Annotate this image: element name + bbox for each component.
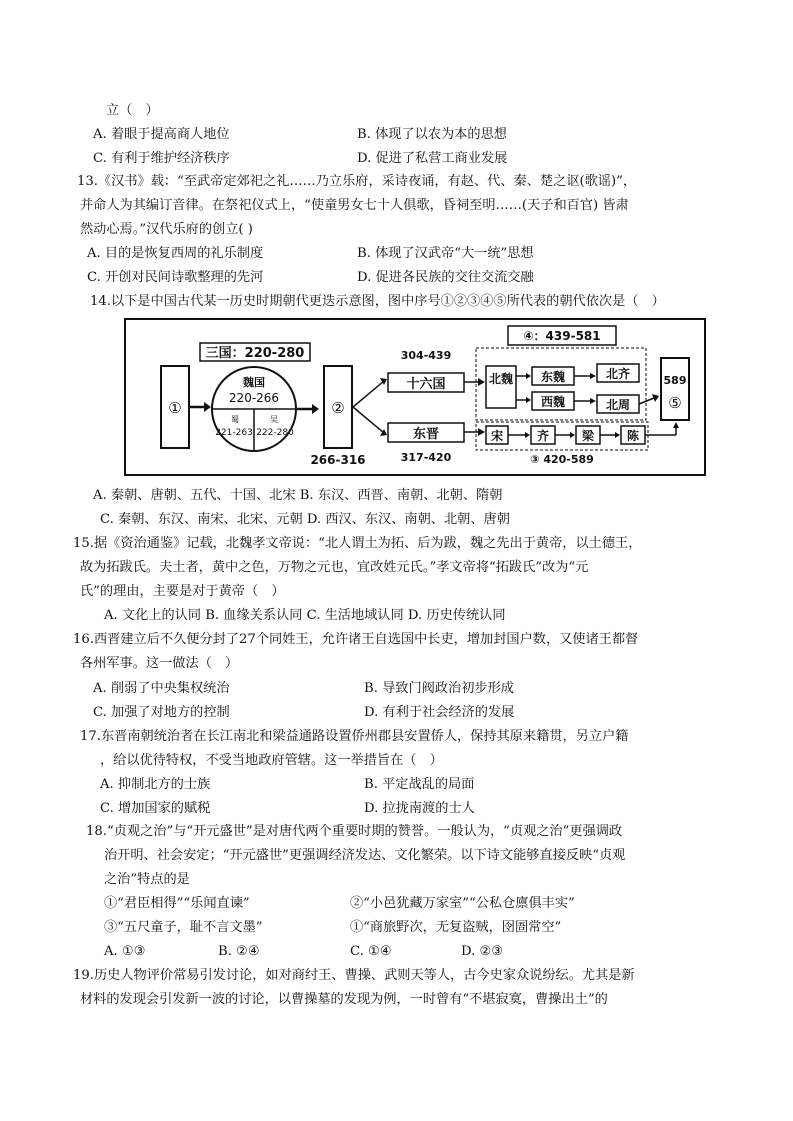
wei-label: 魏国 — [243, 376, 265, 389]
beiwei-label: 北魏 — [488, 372, 514, 386]
wu-years: 222-280 — [256, 428, 294, 438]
wei-years: 220-266 — [228, 391, 280, 405]
q18-item-2: ②“小邑犹藏万家室”“公私仓廪俱丰实” — [350, 896, 575, 911]
q18-option-c: C. ①④ — [350, 944, 392, 959]
q13-option-d: D. 促进各民族的交往交流交融 — [357, 270, 534, 285]
q12-option-a: A. 着眼于提高商人地位 — [93, 127, 230, 142]
dongjin-label: 东晋 — [412, 427, 440, 442]
q13-option-c: C. 开创对民间诗歌整理的先河 — [87, 270, 264, 285]
q14-stem: 14.以下是中国古代某一历史时期朝代更迭示意图，图中序号①②③④⑤所代表的朝代依次是（ ） — [90, 294, 665, 309]
q12-stem-tail: 立（ ） — [106, 103, 159, 118]
q19-stem-line2: 材料的发现会引发新一波的讨论，以曹操墓的发现为例，一时曾有“不堪寂寞，曹操出土”的 — [80, 992, 608, 1007]
q18-item-3: ③“五尺童子，耻不言文墨” — [104, 920, 263, 935]
q18-stem-line1: 18.“贞观之治”与“开元盛世”是对唐代两个重要时期的赞誉。一般认为，“贞观之治”更强调政 — [86, 824, 623, 839]
q13-stem-line2: 并命人为其编订音律。在祭祀仪式上，“使童男女七十人俱歌，昏祠至明……(天子和百官) 皆肃 — [80, 198, 629, 213]
shu-years: 221-263 — [215, 428, 253, 438]
q12-option-b: B. 体现了以农为本的思想 — [357, 127, 507, 142]
q16-option-a: A. 削弱了中央集权统治 — [93, 681, 230, 696]
dynasty-2-marker: ② — [331, 399, 345, 417]
q15-stem-line1: 15.据《资治通鉴》记载，北魏孝文帝说：“北人谓土为拓、后为跋，魏之先出于黄帝，以土德王， — [73, 536, 642, 551]
q13-stem-line3: 然动心焉。”汉代乐府的创立( ) — [80, 222, 253, 237]
dongwei-label: 东魏 — [540, 370, 566, 384]
dynasty-1-marker: ① — [168, 399, 182, 417]
q17-option-c: C. 增加国家的赋税 — [100, 801, 211, 816]
q13-stem-line1: 13.《汉书》载：“至武帝定郊祀之礼……乃立乐府，采诗夜诵，有赵、代、秦、楚之讴(歌谣)”， — [77, 174, 637, 189]
q14-options-ab: A. 秦朝、唐朝、五代、十国、北宋 B. 东汉、西晋、南朝、北朝、隋朝 — [93, 488, 503, 503]
q16-stem-line2: 各州军事。这一做法（ ） — [80, 656, 239, 671]
q15-stem-line2: 故为拓跋氏。夫土者，黄中之色，万物之元也，宜改姓元氏。”孝文帝将“拓跋氏”改为“元 — [80, 560, 589, 575]
northern-dynasties-label: ④：439-581 — [523, 329, 601, 343]
chen-label: 陈 — [626, 429, 640, 443]
song-label: 宋 — [490, 429, 504, 443]
qi-label: 齐 — [536, 429, 550, 443]
q18-item-4: ①“商旅野次，无复盗贼，囹圄常空” — [350, 920, 562, 935]
q15-stem-line3: 氏”的理由，主要是对于黄帝（ ） — [80, 584, 285, 599]
wu-label: 吴 — [270, 415, 278, 424]
q18-stem-line3: 之治”特点的是 — [104, 872, 190, 887]
beizhou-label: 北周 — [605, 398, 631, 412]
q16-option-c: C. 加强了对地方的控制 — [93, 705, 230, 720]
q16-stem-line1: 16.西晋建立后不久便分封了27个同姓王，允许诸王自选国中长吏，增加封国户数，又使诸王都督 — [73, 632, 639, 647]
q15-options: A. 文化上的认同 B. 血缘关系认同 C. 生活地域认同 D. 历史传统认同 — [104, 608, 506, 623]
q19-stem-line1: 19.历史人物评价常易引发讨论，如对商纣王、曹操、武则天等人，古今史家众说纷纭。尤其是新 — [73, 968, 635, 983]
q17-stem-line1: 17.东晋南朝统治者在长江南北和梁益通路设置侨州郡县安置侨人，保持其原来籍贯，另立户籍 — [80, 729, 629, 744]
sixteen-kingdoms-label: 十六国 — [406, 377, 446, 392]
q17-option-d: D. 拉拢南渡的士人 — [364, 801, 475, 816]
sixteen-kingdoms-years: 304-439 — [400, 349, 452, 362]
southern-dynasties-label: ③ 420-589 — [530, 453, 594, 466]
dongjin-years: 317-420 — [400, 451, 452, 464]
dynasty-5-years: 589 — [663, 374, 687, 387]
q18-option-d: D. ②③ — [461, 944, 504, 959]
q12-option-c: C. 有利于维护经济秩序 — [93, 151, 230, 166]
dynasty-2-years: 266-316 — [310, 453, 366, 467]
q18-stem-line2: 治开明、社会安定；“开元盛世”更强调经济发达、文化繁荣。以下诗文能够直接反映“贞观 — [104, 848, 626, 863]
q12-option-d: D. 促进了私营工商业发展 — [357, 151, 508, 166]
dynasty-5-marker: ⑤ — [668, 394, 682, 412]
q17-option-a: A. 抑制北方的士族 — [100, 777, 211, 792]
dynasty-succession-diagram — [124, 318, 706, 476]
q18-option-a: A. ①③ — [104, 944, 146, 959]
q17-option-b: B. 平定战乱的局面 — [364, 777, 475, 792]
q14-options-cd: C. 秦朝、东汉、南宋、北宋、元朝 D. 西汉、东汉、南朝、北朝、唐朝 — [100, 512, 510, 527]
xiwei-label: 西魏 — [540, 395, 566, 409]
beiqi-label: 北齐 — [605, 367, 631, 381]
q17-stem-line2: ，给以优待特权，不受当地政府管辖。这一举措旨在（ ） — [100, 753, 443, 768]
q13-option-a: A. 目的是恢复西周的礼乐制度 — [87, 246, 264, 261]
liang-label: 梁 — [581, 429, 595, 443]
q16-option-b: B. 导致门阀政治初步形成 — [364, 681, 514, 696]
q16-option-d: D. 有利于社会经济的发展 — [364, 705, 515, 720]
q13-option-b: B. 体现了汉武帝“大一统”思想 — [357, 246, 534, 261]
q18-option-b: B. ②④ — [218, 944, 260, 959]
shu-label: 蜀 — [231, 415, 239, 424]
q18-item-1: ①“君臣相得”“乐闻直谏” — [104, 896, 250, 911]
sanguo-label: 三国：220-280 — [205, 346, 305, 361]
